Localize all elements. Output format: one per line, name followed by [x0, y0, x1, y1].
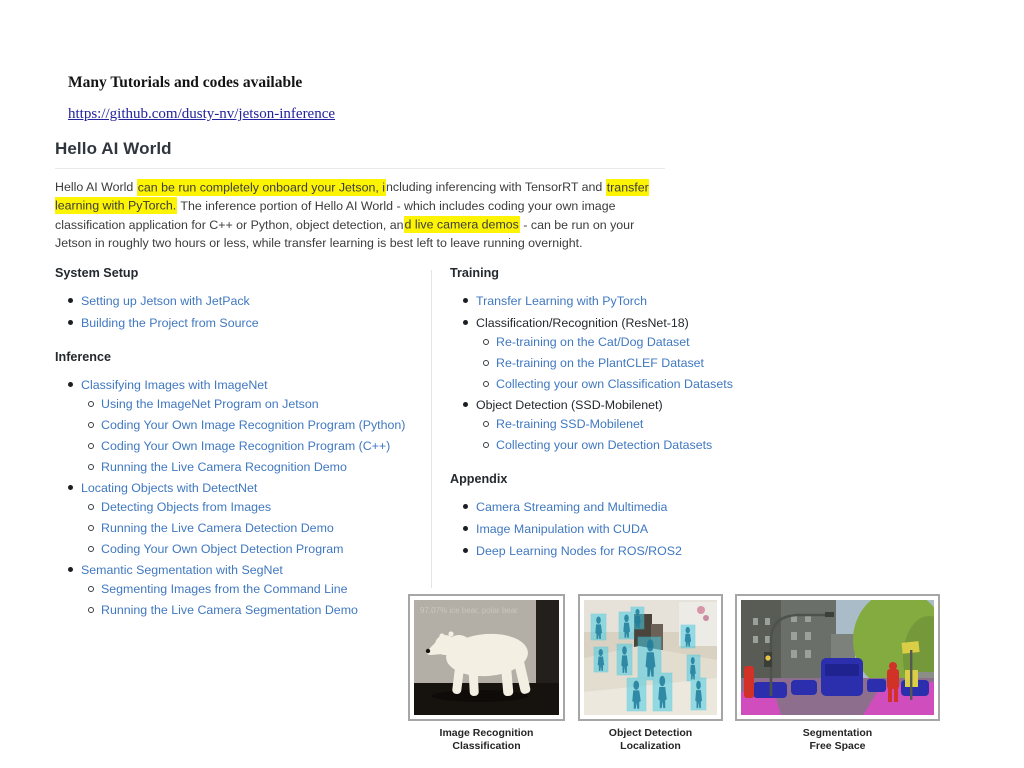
- readme-title: Hello AI World: [55, 139, 172, 158]
- caption-line: Classification: [452, 740, 521, 752]
- caption-line: Localization: [620, 740, 681, 752]
- toc-item-object-detection-ssd-mobilenet: [463, 398, 795, 412]
- circle-bullet-icon: [88, 422, 94, 428]
- toc-link-locating-objects-with-detectnet[interactable]: Locating Objects with DetectNet: [81, 481, 258, 495]
- paragraph-text: The inference portion of Hello AI World - which includes coding your own image classification application for C++ or Python, object detection, an: [55, 198, 616, 232]
- heading-divider: [55, 168, 665, 169]
- toc-subitem-using-the-imagenet-program-on-jetson: [88, 397, 427, 411]
- caption-line: Segmentation: [802, 727, 873, 739]
- toc-subitem-collecting-your-own-classification-datasets: [483, 377, 795, 391]
- column-divider: [431, 270, 432, 588]
- circle-bullet-icon: [88, 401, 94, 407]
- bullet-icon: [463, 526, 468, 531]
- bullet-icon: [68, 320, 73, 325]
- toc-subitem-re-training-on-the-cat-dog-dataset: [483, 335, 795, 349]
- caption-line: Image Recognition: [439, 727, 534, 739]
- highlighted-text: transfer learning with PyTorch.: [55, 180, 649, 213]
- toc-sublist: [68, 397, 427, 474]
- toc-label-classification-recognition-resnet-18: Classification/Recognition (ResNet-18): [476, 316, 689, 330]
- toc-item-classification-recognition-resnet-18: [463, 316, 795, 330]
- toc-sublist: [463, 417, 795, 452]
- toc-link-setting-up-jetson-with-jetpack[interactable]: Setting up Jetson with JetPack: [81, 294, 250, 308]
- street-segmentation-image: [741, 600, 934, 715]
- caption-segmentation: [735, 727, 940, 753]
- section-heading-training: Training: [450, 266, 499, 280]
- toc-link-semantic-segmentation-with-segnet[interactable]: Semantic Segmentation with SegNet: [81, 563, 283, 577]
- caption-line: Object Detection: [608, 727, 693, 739]
- toc-item-building-the-project-from-source: [68, 316, 427, 330]
- toc-sublist: [68, 582, 427, 617]
- section-heading-system-setup: System Setup: [55, 266, 139, 280]
- circle-bullet-icon: [88, 546, 94, 552]
- paragraph-text: ncluding inferencing with TensorRT and: [386, 180, 606, 194]
- toc-sublist: [463, 335, 795, 391]
- toc-sublink-running-the-live-camera-detection-demo[interactable]: Running the Live Camera Detection Demo: [101, 521, 334, 535]
- toc-link-classifying-images-with-imagenet[interactable]: Classifying Images with ImageNet: [81, 378, 268, 392]
- toc-right-column: [450, 266, 795, 578]
- highlighted-text: can be run completely onboard your Jetson, i: [137, 180, 385, 194]
- circle-bullet-icon: [88, 464, 94, 470]
- paragraph-text: - can be run on your Jetson in roughly two hours or less, while transfer learning is best left to leave running overnight.: [55, 217, 635, 251]
- bullet-icon: [68, 382, 73, 387]
- toc-sublink-re-training-on-the-plantclef-dataset[interactable]: Re-training on the PlantCLEF Dataset: [496, 356, 704, 370]
- toc-item-locating-objects-with-detectnet: [68, 481, 427, 495]
- bullet-icon: [68, 485, 73, 490]
- circle-bullet-icon: [483, 339, 489, 345]
- toc-sublink-re-training-on-the-cat-dog-dataset[interactable]: Re-training on the Cat/Dog Dataset: [496, 335, 690, 349]
- toc-link-building-the-project-from-source[interactable]: Building the Project from Source: [81, 316, 259, 330]
- toc-item-camera-streaming-and-multimedia: [463, 500, 795, 514]
- figure-object-detection: [578, 594, 723, 721]
- section-heading-appendix: Appendix: [450, 472, 508, 486]
- toc-sublink-running-the-live-camera-recognition-demo[interactable]: Running the Live Camera Recognition Demo: [101, 460, 347, 474]
- toc-item-transfer-learning-with-pytorch: [463, 294, 795, 308]
- bullet-icon: [463, 298, 468, 303]
- toc-subitem-coding-your-own-image-recognition-program-c: [88, 439, 427, 453]
- toc-link-transfer-learning-with-pytorch[interactable]: Transfer Learning with PyTorch: [476, 294, 648, 308]
- circle-bullet-icon: [88, 586, 94, 592]
- section-list-inference: [55, 378, 427, 617]
- toc-sublist: [68, 500, 427, 556]
- highlighted-text: d live camera demos: [404, 217, 519, 232]
- toc-item-classifying-images-with-imagenet: [68, 378, 427, 392]
- toc-subitem-re-training-on-the-plantclef-dataset: [483, 356, 795, 370]
- toc-subitem-collecting-your-own-detection-datasets: [483, 438, 795, 452]
- circle-bullet-icon: [483, 381, 489, 387]
- toc-subitem-running-the-live-camera-detection-demo: [88, 521, 427, 535]
- toc-item-semantic-segmentation-with-segnet: [68, 563, 427, 577]
- toc-left-column: [55, 266, 427, 637]
- slide-title: Many Tutorials and codes available: [68, 74, 303, 91]
- circle-bullet-icon: [88, 525, 94, 531]
- toc-item-image-manipulation-with-cuda: [463, 522, 795, 536]
- bullet-icon: [463, 548, 468, 553]
- paragraph-text: Hello AI World: [55, 180, 137, 194]
- toc-subitem-re-training-ssd-mobilenet: [483, 417, 795, 431]
- caption-line: Free Space: [809, 740, 866, 752]
- toc-item-deep-learning-nodes-for-ros-ros2: [463, 544, 795, 558]
- bullet-icon: [68, 567, 73, 572]
- figure-image-recognition: [408, 594, 565, 721]
- toc-subitem-segmenting-images-from-the-command-line: [88, 582, 427, 596]
- toc-link-image-manipulation-with-cuda[interactable]: Image Manipulation with CUDA: [476, 522, 649, 536]
- toc-subitem-coding-your-own-image-recognition-program-python: [88, 418, 427, 432]
- toc-sublink-segmenting-images-from-the-command-line[interactable]: Segmenting Images from the Command Line: [101, 582, 348, 596]
- toc-sublink-using-the-imagenet-program-on-jetson[interactable]: Using the ImageNet Program on Jetson: [101, 397, 319, 411]
- polar-bear-image: [414, 600, 559, 715]
- toc-subitem-running-the-live-camera-recognition-demo: [88, 460, 427, 474]
- toc-sublink-collecting-your-own-classification-datasets[interactable]: Collecting your own Classification Datasets: [496, 377, 733, 391]
- pedestrian-detection-image: [584, 600, 717, 715]
- toc-sublink-re-training-ssd-mobilenet[interactable]: Re-training SSD-Mobilenet: [496, 417, 644, 431]
- bullet-icon: [463, 504, 468, 509]
- circle-bullet-icon: [88, 443, 94, 449]
- toc-sublink-running-the-live-camera-segmentation-demo[interactable]: Running the Live Camera Segmentation Demo: [101, 603, 358, 617]
- circle-bullet-icon: [483, 442, 489, 448]
- caption-image-recognition: [408, 727, 565, 753]
- circle-bullet-icon: [88, 504, 94, 510]
- toc-subitem-detecting-objects-from-images: [88, 500, 427, 514]
- classification-overlay-text: 97.07% ice bear, polar bear: [420, 606, 518, 615]
- bullet-icon: [68, 298, 73, 303]
- figure-segmentation: [735, 594, 940, 721]
- bullet-icon: [463, 320, 468, 325]
- github-repo-link[interactable]: https://github.com/dusty-nv/jetson-inference: [68, 106, 336, 122]
- section-list-training: [450, 294, 795, 452]
- toc-subitem-running-the-live-camera-segmentation-demo: [88, 603, 427, 617]
- circle-bullet-icon: [483, 421, 489, 427]
- toc-sublink-coding-your-own-object-detection-program[interactable]: Coding Your Own Object Detection Program: [101, 542, 344, 556]
- caption-object-detection: [578, 727, 723, 753]
- circle-bullet-icon: [483, 360, 489, 366]
- toc-link-deep-learning-nodes-for-ros-ros2[interactable]: Deep Learning Nodes for ROS/ROS2: [476, 544, 682, 558]
- toc-sublink-coding-your-own-image-recognition-program-c[interactable]: Coding Your Own Image Recognition Program (C++): [101, 439, 391, 453]
- intro-paragraph: [55, 178, 669, 253]
- toc-label-object-detection-ssd-mobilenet: Object Detection (SSD-Mobilenet): [476, 398, 663, 412]
- section-list-system-setup: [55, 294, 427, 330]
- toc-sublink-coding-your-own-image-recognition-program-python[interactable]: Coding Your Own Image Recognition Program (Python): [101, 418, 406, 432]
- toc-item-setting-up-jetson-with-jetpack: [68, 294, 427, 308]
- bear-nose: [426, 649, 430, 653]
- toc-sublink-collecting-your-own-detection-datasets[interactable]: Collecting your own Detection Datasets: [496, 438, 713, 452]
- section-list-appendix: [450, 500, 795, 558]
- bullet-icon: [463, 402, 468, 407]
- section-heading-inference: Inference: [55, 350, 111, 364]
- toc-link-camera-streaming-and-multimedia[interactable]: Camera Streaming and Multimedia: [476, 500, 668, 514]
- toc-subitem-coding-your-own-object-detection-program: [88, 542, 427, 556]
- circle-bullet-icon: [88, 607, 94, 613]
- toc-sublink-detecting-objects-from-images[interactable]: Detecting Objects from Images: [101, 500, 272, 514]
